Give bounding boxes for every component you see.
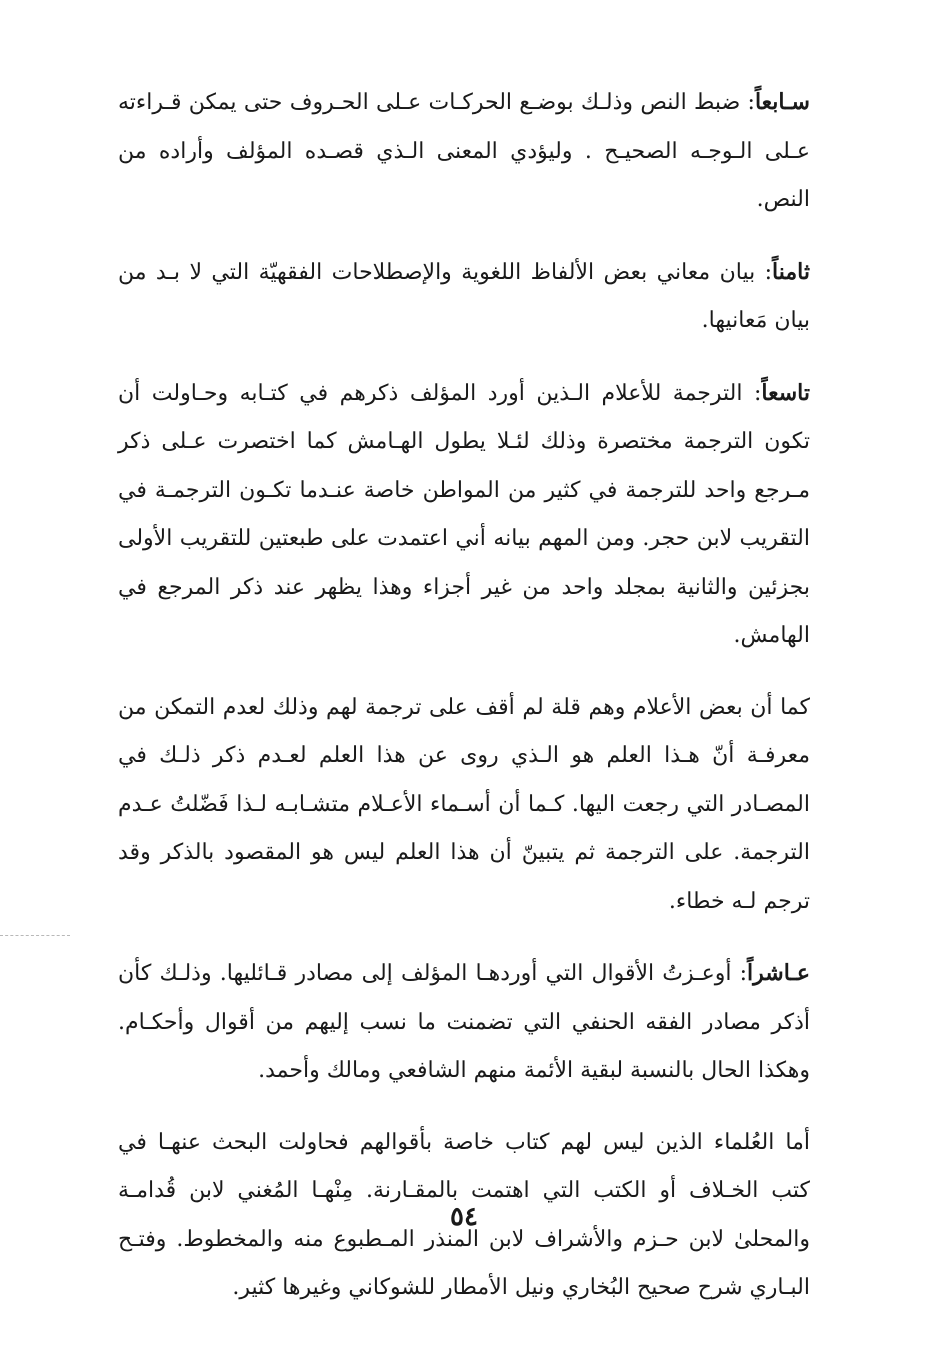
paragraph-text: : ضبط النص وذلـك بوضـع الحركـات عـلى الحـروف حتى يمكن قـراءته عـلى الـوجـه الصحيـح . وليؤدي المعنى الـذي قصـده المؤلف وأراده من النص. [118, 90, 810, 212]
paragraph-lead: ثامناً [772, 258, 810, 285]
paragraph-tenth [118, 949, 810, 1096]
paragraph-ninth [118, 369, 810, 661]
paragraph-lead: تاسعاً [761, 379, 810, 406]
paragraph-lead: سـابعاً [754, 89, 810, 115]
paragraph-text: : أوعـزتُ الأقوال التي أوردهـا المؤلف إلى مصادر قـائليها. وذلـك كأن أذكر مصادر الفقه الحنفي التي تضمنت ما نسب إليهم من أقوال وأحكـام. وهكذا الحال بالنسبة لبقية الأئمة منهم الشافعي ومالك وأحمد. [118, 961, 810, 1083]
paragraph-unknown-figures [118, 684, 810, 927]
paragraph-text: : الترجمة للأعلام الـذين أورد المؤلف ذكرهم في كتـابه وحـاولت أن تكون الترجمة مختصرة وذلك لئـلا يطول الهـامش كما اختصرت عـلى ذكر مـرجع واحد للترجمة في كثير من المواطن خاصة عنـدما تكـون الترجمـة في التقريب لابن حجر. ومن المهم بيانه أني اعتمدت على طبعتين للتقريب الأولى بجزئين والثانية بمجلد واحد من غير أجزاء وهذا يظهر عند ذكر المرجع في الهامش. [118, 380, 810, 648]
page-body [118, 78, 810, 1336]
paragraph-text: : بيان معاني بعض الألفاظ اللغوية والإصطلاحات الفقهيّة التي لا بـد من بيان مَعانيها. [118, 259, 810, 333]
scan-artifact-line [0, 935, 70, 936]
paragraph-eighth [118, 248, 810, 346]
page-number: ٥٤ [450, 1202, 478, 1232]
paragraph-lead: عـاشراً [747, 960, 810, 986]
paragraph-seventh [118, 78, 810, 225]
paragraph-text: كما أن بعض الأعلام وهم قلة لم أقف على ترجمة لهم وذلك لعدم التمكن من معرفـة أنّ هـذا العلم هو الـذي روى عن هذا العلم لعـدم ذكر ذلـك في المصـادر التي رجعت اليها. كـما أن أسـماء الأعـلام متشـابـه لـذا فَضّلتُ عـدم الترجمة. على الترجمة ثم يتبينّ أن هذا العلم ليس هو المقصود بالذكر وقد ترجم لـه خطاء. [118, 694, 810, 914]
paragraph-text: أما العُلماء الذين ليس لهم كتاب خاصة بأقوالهم فحاولت البحث عنهـا في كتب الخـلاف أو الكتب التي اهتمت بالمقـارنة. مِنْهـا المُغني لابن قُدامـة والمحلىٰ لابن حـزم والأشراف لابن المنذر المـطبوع منه والمخطوط. وفتـح البـاري شرح صحيح البُخاري ونيل الأمطار للشوكاني وغيرها كثير. [118, 1129, 810, 1300]
